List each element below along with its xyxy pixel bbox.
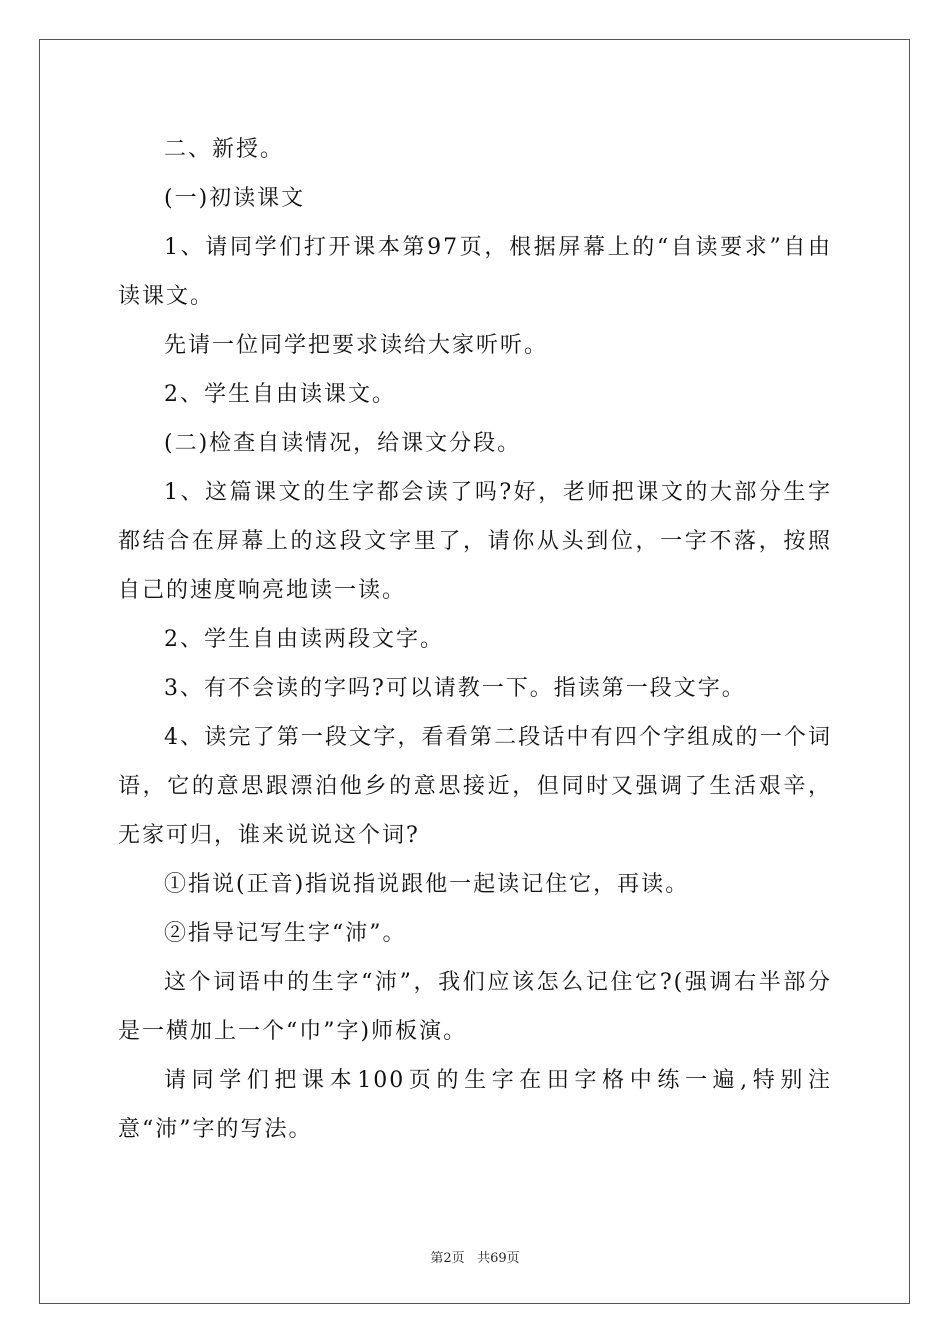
paragraph-subheading-2: (二)检查自读情况，给课文分段。 [164,431,522,456]
document-body [118,125,832,1154]
page-total: 共69页 [477,1251,520,1266]
paragraph: 这个词语中的生字“沛”，我们应该怎么记住它?(强调右半部分是一横加上一个“巾”字)师板演。 [118,970,832,1044]
paragraph: 4、读完了第一段文字，看看第二段话中有四个字组成的一个词语，它的意思跟漂泊他乡的意思接近，但同时又强调了生活艰辛，无家可归，谁来说说这个词? [118,725,832,848]
paragraph: 2、学生自由读两段文字。 [164,627,444,652]
page-number: 第2页 [430,1251,465,1266]
paragraph-subheading-1: (一)初读课文 [164,186,306,211]
paragraph: ②指导记写生字“沛”。 [164,921,407,946]
paragraph: 先请一位同学把要求读给大家听听。 [164,333,549,358]
paragraph: 1、这篇课文的生字都会读了吗?好，老师把课文的大部分生字都结合在屏幕上的这段文字里了，请你从头到位，一字不落，按照自己的速度响亮地读一读。 [118,480,832,603]
paragraph: ①指说(正音)指说指说跟他一起读记住它，再读。 [164,872,690,897]
paragraph: 请同学们把课本100页的生字在田字格中练一遍,特别注意“沛”字的写法。 [118,1068,832,1142]
paragraph: 2、学生自由读课文。 [164,382,396,407]
paragraph: 1、请同学们打开课本第97页，根据屏幕上的“自读要求”自由读课文。 [118,235,832,309]
page-footer [0,1247,950,1266]
paragraph: 3、有不会读的字吗?可以请教一下。指读第一段文字。 [164,676,746,701]
paragraph-section-heading: 二、新授。 [164,137,285,162]
